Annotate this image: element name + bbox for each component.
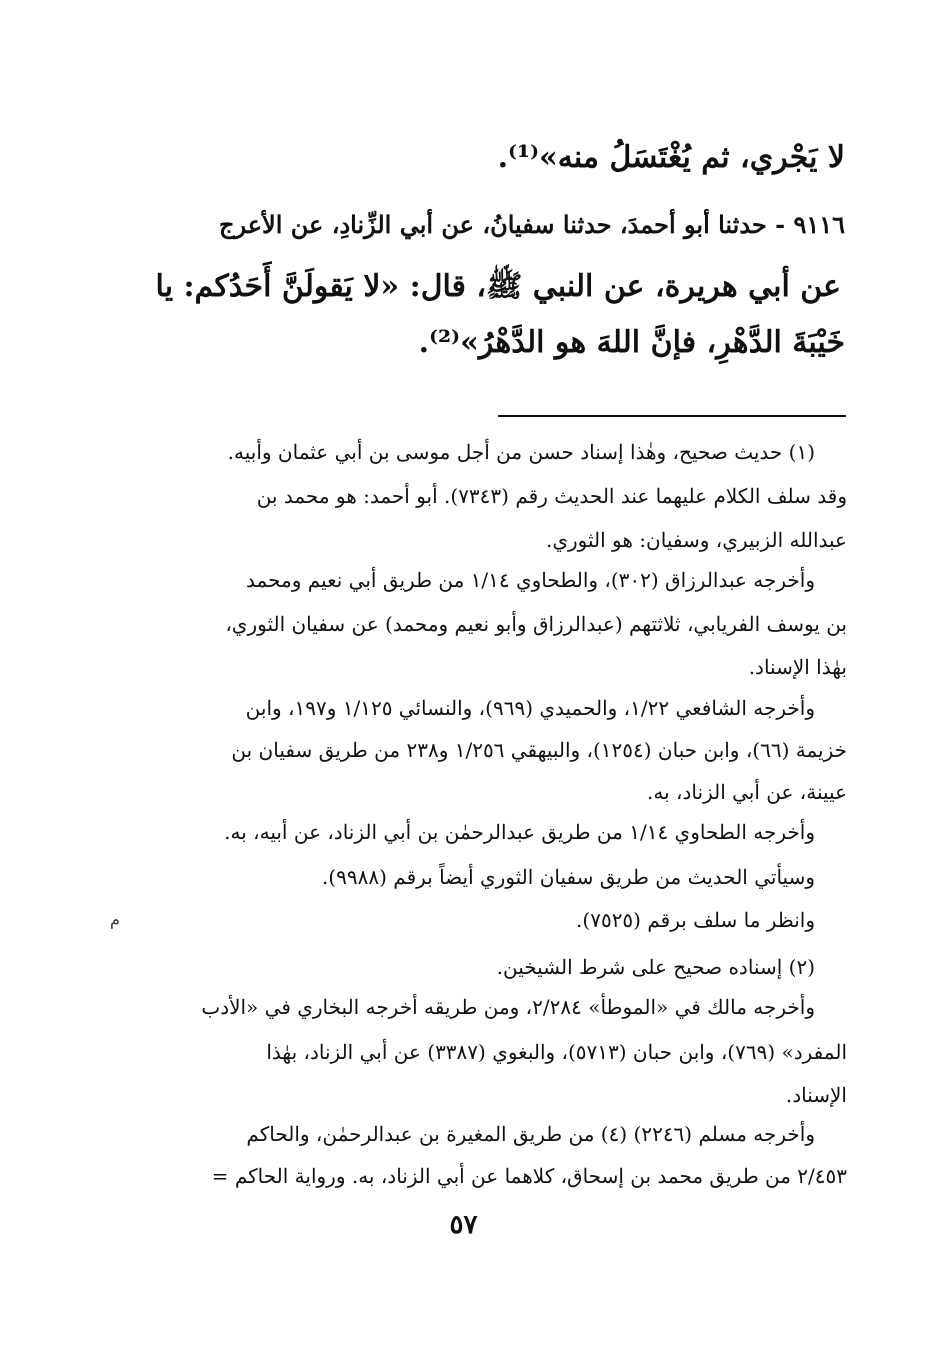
main-text-line: عن أبي هريرة، عن النبي ﷺ، قال: «لا يَقولَنَّ أَحَدُكم: يا xyxy=(155,269,841,304)
footnote-line: وسيأتي الحديث من طريق سفيان الثوري أيضاً برقم (٩٩٨٨). xyxy=(321,865,815,889)
footnote-line: خزيمة (٦٦)، وابن حبان (١٢٥٤)، والبيهقي ١/٢٥٦ و٢٣٨ من طريق سفيان بن xyxy=(231,738,847,762)
footnote-line: ٢/٤٥٣ من طريق محمد بن إسحاق، كلاهما عن أبي الزناد، به. ورواية الحاكم = xyxy=(211,1164,847,1188)
hadith-isnad-line: ٩١١٦ - حدثنا أبو أحمدَ، حدثنا سفيانُ، عن أبي الزِّنادِ، عن الأعرج xyxy=(218,210,845,239)
main-text-line: خَيْبَةَ الدَّهْرِ، فإنَّ اللهَ هو الدَّهْرُ»⁽²⁾. xyxy=(418,325,845,360)
footnote-line: وأخرجه الشافعي ١/٢٢، والحميدي (٩٦٩)، والنسائي ١/١٢٥ و١٩٧، وابن xyxy=(245,696,815,720)
footnote-line: عبدالله الزبيري، وسفيان: هو الثوري. xyxy=(546,528,847,552)
margin-mark: م xyxy=(110,910,120,929)
footnote-line: وأخرجه مالك في «الموطأ» ٢/٢٨٤، ومن طريقه أخرجه البخاري في «الأدب xyxy=(201,995,815,1019)
footnote-line: وانظر ما سلف برقم (٧٥٢٥). xyxy=(576,908,815,932)
footnote-line: وأخرجه مسلم (٢٢٤٦) (٤) من طريق المغيرة بن عبدالرحمٰن، والحاكم xyxy=(246,1122,815,1146)
footnote-line: (١) حديث صحيح، وهٰذا إسناد حسن من أجل موسى بن أبي عثمان وأبيه. xyxy=(227,440,815,464)
footnote-line: بهٰذا الإسناد. xyxy=(748,655,847,679)
footnote-line: وقد سلف الكلام عليهما عند الحديث رقم (٧٣٤٣). أبو أحمد: هو محمد بن xyxy=(256,484,847,508)
footnote-line: بن يوسف الفريابي، ثلاثتهم (عبدالرزاق وأبو نعيم ومحمد) عن سفيان الثوري، xyxy=(225,612,847,636)
footnote-line: الإسناد. xyxy=(785,1083,847,1107)
footnote-line: عيينة، عن أبي الزناد، به. xyxy=(647,780,847,804)
footnote-line: المفرد» (٧٦٩)، وابن حبان (٥٧١٣)، والبغوي (٣٣٨٧) عن أبي الزناد، بهٰذا xyxy=(266,1040,847,1064)
footnote-line: وأخرجه عبدالرزاق (٣٠٢)، والطحاوي ١/١٤ من طريق أبي نعيم ومحمد xyxy=(246,568,815,592)
page-number: ٥٧ xyxy=(449,1210,478,1240)
footnote-line: (٢) إسناده صحيح على شرط الشيخين. xyxy=(496,955,815,979)
footnote-separator xyxy=(498,415,846,417)
main-text-line: لا يَجْري، ثم يُغْتَسَلُ منه»⁽¹⁾. xyxy=(497,140,845,175)
footnote-line: وأخرجه الطحاوي ١/١٤ من طريق عبدالرحمٰن بن أبي الزناد، عن أبيه، به. xyxy=(224,820,815,844)
